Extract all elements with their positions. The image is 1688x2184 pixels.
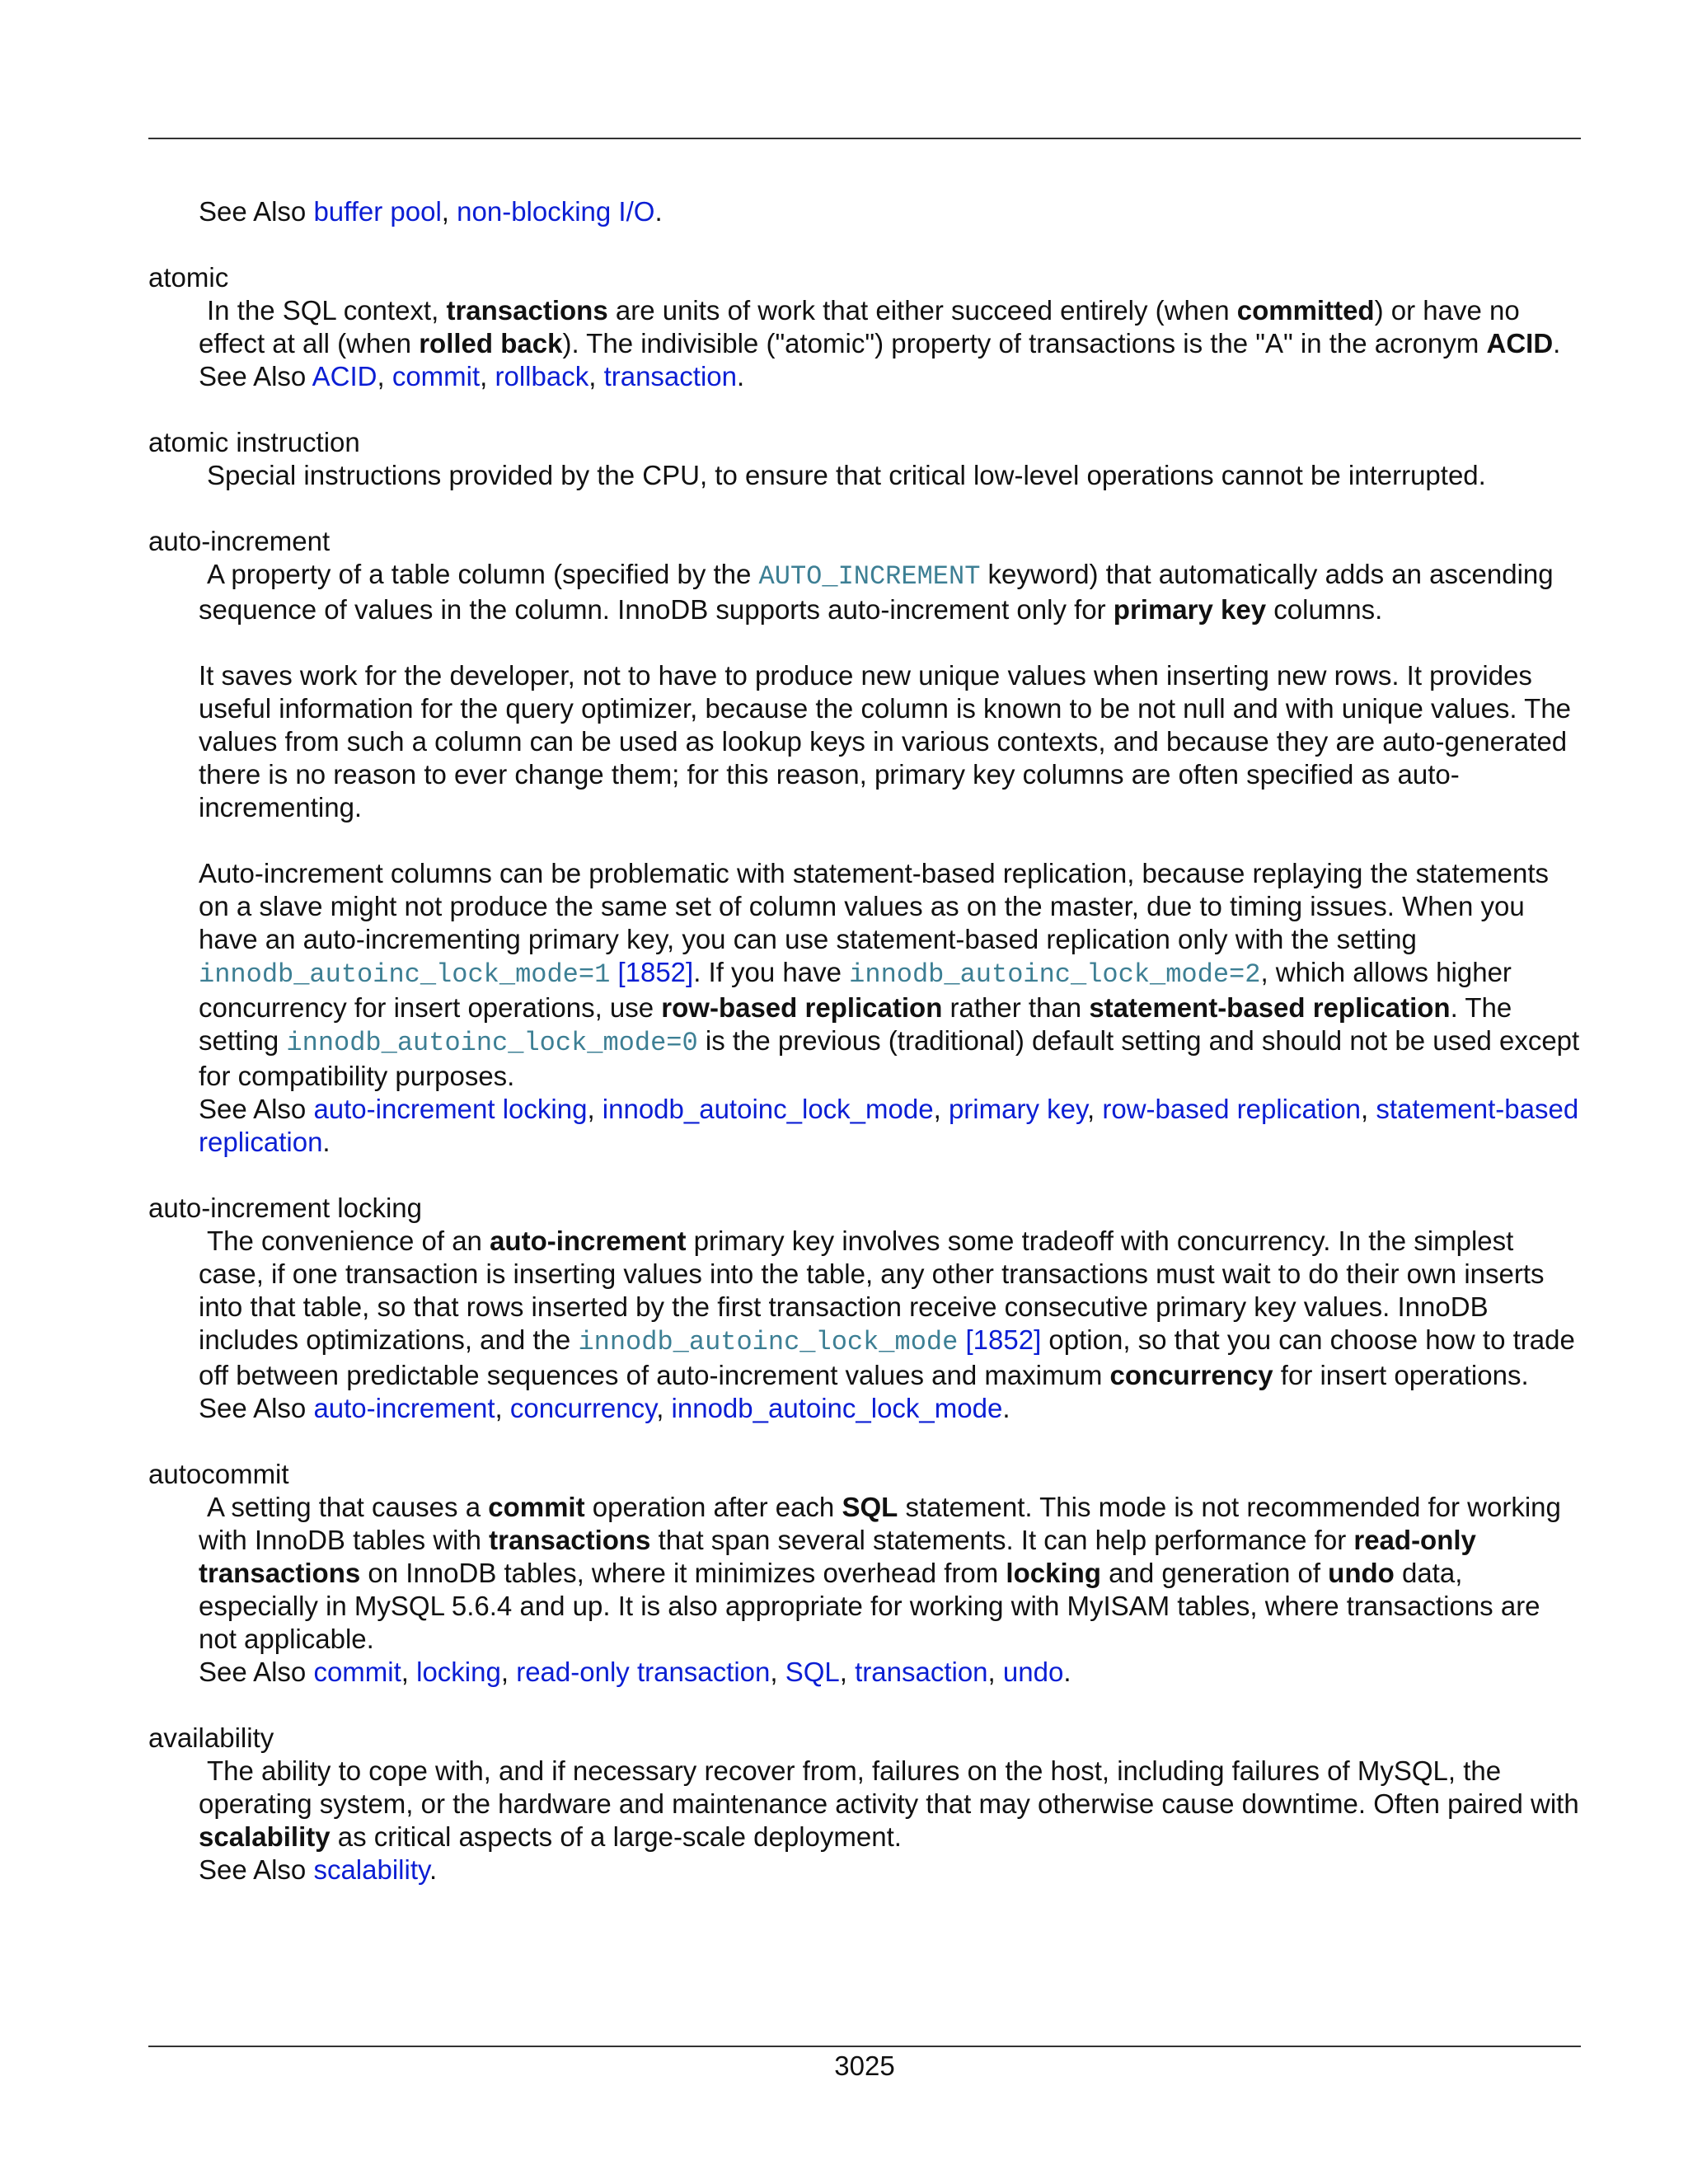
text-run: Special instructions provided by the CPU, to ensure that critical low-level operations cannot be interrupted. xyxy=(207,460,1486,490)
definition-paragraph xyxy=(199,1491,1582,1656)
bold-term: transactions xyxy=(446,295,608,326)
see-also-links: ACID, commit, rollback, transaction. xyxy=(312,361,745,391)
text-run: columns. xyxy=(1266,594,1383,625)
text-run: A property of a table column (specified by the xyxy=(207,559,759,589)
definition-paragraph xyxy=(199,1755,1582,1854)
see-also-link[interactable]: locking xyxy=(416,1657,501,1687)
see-also-link[interactable]: auto-increment xyxy=(313,1393,495,1423)
code-literal: innodb_autoinc_lock_mode=2 xyxy=(849,959,1261,990)
bold-term: committed xyxy=(1236,295,1375,326)
text-run: primary key involves some tradeoff with concurrency. In the simplest case, if one transaction is inserting values into the table, any other transactions must wait to do their own inserts into that table, so that rows inserted by the first transaction receive consecutive primary key values. InnoDB includes optimizations, and the xyxy=(199,1226,1545,1355)
page-reference-link[interactable]: [1852] xyxy=(617,957,694,987)
text-run: and generation of xyxy=(1100,1558,1329,1588)
bold-term: scalability xyxy=(199,1821,331,1852)
see-also-link[interactable]: SQL xyxy=(785,1657,840,1687)
glossary-term: auto-increment locking xyxy=(148,1193,422,1223)
text-run: are units of work that either succeed entirely (when xyxy=(607,295,1237,326)
glossary-term: autocommit xyxy=(148,1459,289,1489)
text-run: . xyxy=(1553,328,1561,359)
text-run: ). The indivisible ("atomic") property of transactions is the "A" in the acronym xyxy=(562,328,1487,359)
entry-see-also xyxy=(199,1854,1582,1886)
glossary-term: availability xyxy=(148,1722,274,1753)
text-run: The convenience of an xyxy=(207,1226,490,1256)
see-also-link[interactable]: rollback xyxy=(495,361,589,391)
see-also-label: See Also xyxy=(199,1393,307,1423)
bold-term: ACID xyxy=(1486,328,1554,359)
code-literal: AUTO_INCREMENT xyxy=(758,561,981,592)
see-also-links: auto-increment locking, innodb_autoinc_lock_mode, primary key, row-based replication, statement-based replication. xyxy=(199,1094,1579,1157)
entry-see-also xyxy=(199,360,1582,393)
text-run: rather than xyxy=(942,992,1090,1023)
definition-paragraph xyxy=(199,857,1582,1093)
bold-term: statement-based replication xyxy=(1089,992,1451,1023)
text-run: data, especially in MySQL 5.6.4 and up. It is also appropriate for working with MyISAM tables, where transactions are not applicable. xyxy=(199,1558,1540,1654)
text-run: ) or have no effect at all (when xyxy=(199,295,1520,359)
intro-see-also xyxy=(199,195,1582,228)
see-also-link[interactable]: row-based replication xyxy=(1102,1094,1362,1124)
see-also-link[interactable]: undo xyxy=(1002,1657,1064,1687)
definition-paragraph xyxy=(199,659,1582,824)
text-run: as critical aspects of a large-scale deployment. xyxy=(330,1821,902,1852)
entry-see-also xyxy=(199,1093,1582,1159)
bold-term: primary key xyxy=(1113,594,1267,625)
glossary-term: auto-increment xyxy=(148,526,331,556)
glossary-entry xyxy=(148,1722,1582,1886)
glossary-content xyxy=(148,195,1582,1886)
code-literal: innodb_autoinc_lock_mode=0 xyxy=(286,1028,698,1058)
text-run: It saves work for the developer, not to have to produce new unique values when inserting new rows. It provides useful information for the query optimizer, because the column is known to be not null and with unique values. The values from such a column can be used as lookup keys in various contexts, and because they are auto-generated there is no reason to ever change them; for this reason, primary key columns are often specified as auto-incrementing. xyxy=(199,660,1572,823)
see-also-link[interactable]: statement-based replication xyxy=(199,1094,1579,1157)
text-run: In the SQL context, xyxy=(207,295,447,326)
bold-term: rolled back xyxy=(419,328,563,359)
header-rule xyxy=(148,138,1581,139)
see-also-label: See Also xyxy=(199,196,307,227)
definition-paragraph xyxy=(199,558,1582,626)
bold-term: locking xyxy=(1006,1558,1101,1588)
see-also-links: buffer pool, non-blocking I/O. xyxy=(313,196,663,227)
text-run: is the previous (traditional) default setting and should not be used except for compatibility purposes. xyxy=(199,1025,1580,1091)
see-also-link[interactable]: auto-increment locking xyxy=(313,1094,588,1124)
definition-paragraph xyxy=(199,294,1582,360)
bold-term: concurrency xyxy=(1109,1360,1273,1390)
see-also-links: auto-increment, concurrency, innodb_autoinc_lock_mode. xyxy=(313,1393,1010,1423)
entry-see-also xyxy=(199,1656,1582,1689)
glossary-entry xyxy=(148,1458,1582,1689)
text-run: operation after each xyxy=(584,1492,842,1522)
see-also-link[interactable]: innodb_autoinc_lock_mode xyxy=(602,1094,934,1124)
glossary-entry xyxy=(148,426,1582,492)
bold-term: undo xyxy=(1328,1558,1395,1588)
see-also-links: commit, locking, read-only transaction, SQL, transaction, undo. xyxy=(313,1657,1071,1687)
bold-term: commit xyxy=(488,1492,585,1522)
see-also-link[interactable]: read-only transaction xyxy=(516,1657,771,1687)
text-run: on InnoDB tables, where it minimizes overhead from xyxy=(360,1558,1006,1588)
glossary-definition xyxy=(199,459,1582,492)
see-also-link[interactable]: commit xyxy=(313,1657,401,1687)
text-run: option, so that you can choose how to trade off between predictable sequences of auto-increment values and maximum xyxy=(199,1324,1575,1390)
definition-paragraph xyxy=(199,1225,1582,1392)
text-run: keyword) that automatically adds an ascending sequence of values in the column. InnoDB supports auto-increment only for xyxy=(199,559,1554,625)
text-run: for insert operations. xyxy=(1273,1360,1529,1390)
text-run: . The setting xyxy=(199,992,1512,1056)
glossary-term: atomic xyxy=(148,262,229,293)
text-run: that span several statements. It can help performance for xyxy=(650,1525,1354,1555)
footer-rule xyxy=(148,2046,1581,2047)
definition-paragraph xyxy=(199,459,1582,492)
glossary-definition xyxy=(199,1755,1582,1886)
glossary-definition xyxy=(199,1491,1582,1689)
glossary-entries xyxy=(148,261,1582,1886)
page-reference-link[interactable]: [1852] xyxy=(965,1324,1042,1355)
code-literal: innodb_autoinc_lock_mode xyxy=(578,1327,959,1357)
see-also-link[interactable]: innodb_autoinc_lock_mode xyxy=(671,1393,1003,1423)
see-also-link[interactable]: concurrency xyxy=(509,1393,657,1423)
see-also-link[interactable]: non-blocking I/O xyxy=(457,196,655,227)
see-also-label: See Also xyxy=(199,1094,307,1124)
glossary-entry xyxy=(148,1192,1582,1425)
entry-see-also xyxy=(199,1392,1582,1425)
bold-term: transactions xyxy=(489,1525,651,1555)
bold-term: SQL xyxy=(842,1492,898,1522)
see-also-link[interactable]: transaction xyxy=(603,361,737,391)
see-also-label: See Also xyxy=(199,1657,307,1687)
see-also-links: scalability. xyxy=(313,1854,438,1885)
bold-term: read-only transactions xyxy=(199,1525,1476,1588)
page-number: 3025 xyxy=(834,2050,895,2081)
glossary-definition xyxy=(199,558,1582,1159)
glossary-definition xyxy=(199,1225,1582,1425)
text-run: The ability to cope with, and if necessary recover from, failures on the host, including failures of MySQL, the operating system, or the hardware and maintenance activity that may otherwise cause downtime. Often paired with xyxy=(199,1755,1579,1819)
see-also-link[interactable]: commit xyxy=(392,361,481,391)
see-also-link[interactable]: scalability xyxy=(313,1854,430,1885)
bold-term: auto-increment xyxy=(490,1226,687,1256)
text-run: A setting that causes a xyxy=(207,1492,489,1522)
see-also-label: See Also xyxy=(199,361,307,391)
text-run: , which allows higher concurrency for insert operations, use xyxy=(199,957,1512,1023)
glossary-definition xyxy=(199,294,1582,393)
see-also-link[interactable]: ACID xyxy=(312,361,377,391)
glossary-term: atomic instruction xyxy=(148,427,360,457)
code-literal: innodb_autoinc_lock_mode=1 xyxy=(199,959,611,990)
text-run: Auto-increment columns can be problematic with statement-based replication, because replaying the statements on a slave might not produce the same set of column values as on the master, due to timing issues. When you have an auto-incrementing primary key, you can use statement-based replication only with the setting xyxy=(199,858,1550,954)
bold-term: row-based replication xyxy=(661,992,943,1023)
glossary-entry xyxy=(148,525,1582,1159)
see-also-label: See Also xyxy=(199,1854,307,1885)
see-also-link[interactable]: primary key xyxy=(948,1094,1088,1124)
text-run: . If you have xyxy=(693,957,850,987)
see-also-link[interactable]: transaction xyxy=(855,1657,988,1687)
text-run: statement. This mode is not recommended for working with InnoDB tables with xyxy=(199,1492,1561,1555)
glossary-entry xyxy=(148,261,1582,393)
see-also-link[interactable]: buffer pool xyxy=(313,196,442,227)
